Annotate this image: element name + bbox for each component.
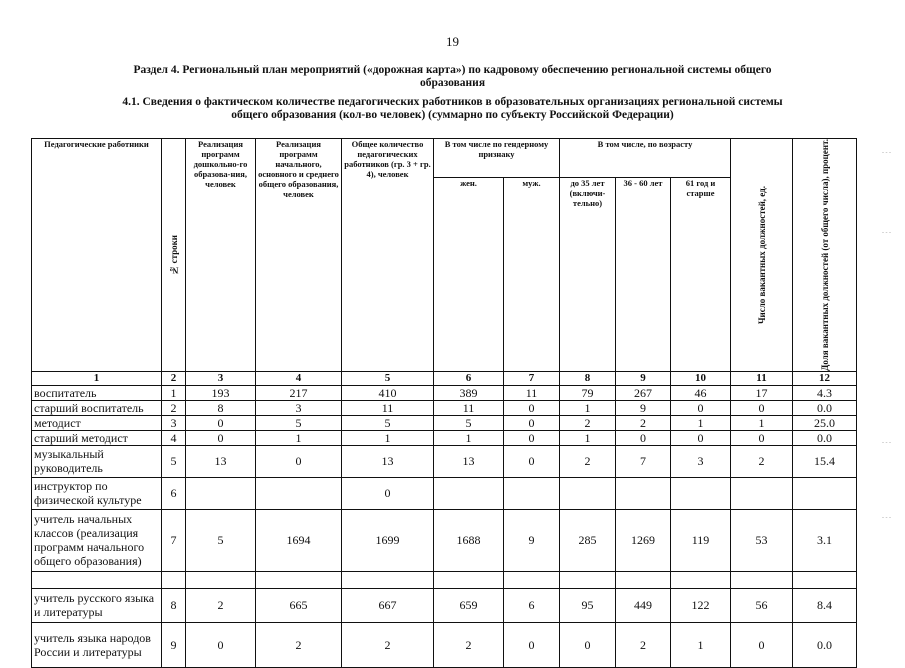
cell-under35: 1	[560, 430, 616, 445]
cell-vacant-share: 0.0	[793, 622, 857, 667]
table-row	[32, 430, 857, 445]
cell-vacant: 53	[731, 509, 793, 571]
cell-vacant: 0	[731, 400, 793, 415]
cell-36-60: 1269	[616, 509, 671, 571]
cell-line-number: 3	[162, 415, 186, 430]
cell-vacant-share: 15.4	[793, 445, 857, 477]
cell-preschool: 0	[186, 622, 256, 667]
spacer-cell	[616, 571, 671, 588]
margin-scan-mark: - - -	[882, 230, 891, 236]
cell-under35	[560, 477, 616, 509]
cell-under35: 0	[560, 622, 616, 667]
cell-vacant: 2	[731, 445, 793, 477]
cell-over61: 1	[671, 622, 731, 667]
page-number: 19	[446, 34, 459, 49]
cell-total: 11	[342, 400, 434, 415]
cell-line-number: 8	[162, 588, 186, 622]
column-number: 5	[342, 371, 434, 385]
cell-staff-name: учитель русского языка и литературы	[32, 588, 162, 622]
table-row	[32, 445, 857, 477]
cell-male: 11	[504, 385, 560, 400]
cell-36-60: 0	[616, 430, 671, 445]
section-title	[40, 64, 865, 90]
cell-under35: 285	[560, 509, 616, 571]
spacer-cell	[731, 571, 793, 588]
cell-preschool: 8	[186, 400, 256, 415]
header-preschool: Реализация программ дошкольно-го образова-ния, человек	[186, 139, 256, 372]
cell-female: 5	[434, 415, 504, 430]
header-female: жен.	[434, 177, 504, 371]
column-number: 8	[560, 371, 616, 385]
cell-over61: 122	[671, 588, 731, 622]
cell-male: 9	[504, 509, 560, 571]
cell-staff-name: инструктор по физической культуре	[32, 477, 162, 509]
cell-preschool: 0	[186, 430, 256, 445]
column-number: 4	[256, 371, 342, 385]
cell-male: 0	[504, 415, 560, 430]
cell-under35: 1	[560, 400, 616, 415]
cell-vacant-share: 0.0	[793, 400, 857, 415]
cell-over61: 119	[671, 509, 731, 571]
margin-scan-mark: - - -	[882, 440, 891, 446]
column-number: 1	[32, 371, 162, 385]
cell-general: 217	[256, 385, 342, 400]
cell-36-60: 449	[616, 588, 671, 622]
cell-36-60: 267	[616, 385, 671, 400]
cell-general: 5	[256, 415, 342, 430]
cell-female: 1	[434, 430, 504, 445]
cell-vacant: 17	[731, 385, 793, 400]
cell-female	[434, 477, 504, 509]
cell-female: 659	[434, 588, 504, 622]
cell-staff-name: учитель начальных классов (реализация программ начального общего образования)	[32, 509, 162, 571]
column-number-row	[32, 371, 857, 385]
spacer-cell	[256, 571, 342, 588]
cell-general: 0	[256, 445, 342, 477]
header-line-number-text: № строки	[168, 234, 179, 276]
subsection-title-line2: общего образования (кол-во человек) (суммарно по субъекту Российской Федерации)	[231, 109, 674, 121]
margin-scan-mark: - - -	[882, 150, 891, 156]
column-number: 9	[616, 371, 671, 385]
table-body	[32, 385, 857, 667]
cell-male	[504, 477, 560, 509]
subsection-title-line1: 4.1. Сведения о фактическом количестве педагогических работников в образовательных организациях региональной системы	[122, 96, 783, 108]
cell-general: 2	[256, 622, 342, 667]
cell-vacant-share: 25.0	[793, 415, 857, 430]
cell-staff-name: учитель языка народов России и литературы	[32, 622, 162, 667]
cell-line-number: 4	[162, 430, 186, 445]
cell-vacant-share: 8.4	[793, 588, 857, 622]
cell-over61: 3	[671, 445, 731, 477]
cell-line-number: 1	[162, 385, 186, 400]
cell-preschool: 193	[186, 385, 256, 400]
cell-total: 1	[342, 430, 434, 445]
cell-staff-name: старший методист	[32, 430, 162, 445]
cell-preschool	[186, 477, 256, 509]
cell-female: 2	[434, 622, 504, 667]
header-vacant	[731, 139, 793, 372]
header-36-60: 36 - 60 лет	[616, 177, 671, 371]
cell-over61: 0	[671, 400, 731, 415]
cell-total: 667	[342, 588, 434, 622]
cell-vacant: 0	[731, 622, 793, 667]
column-number: 11	[731, 371, 793, 385]
cell-36-60	[616, 477, 671, 509]
margin-scan-mark: - - -	[882, 515, 891, 521]
cell-vacant: 56	[731, 588, 793, 622]
cell-under35: 79	[560, 385, 616, 400]
cell-line-number: 9	[162, 622, 186, 667]
cell-staff-name: воспитатель	[32, 385, 162, 400]
cell-total: 2	[342, 622, 434, 667]
cell-preschool: 13	[186, 445, 256, 477]
header-over61: 61 год и старше	[671, 177, 731, 371]
staff-table	[31, 138, 857, 668]
table-row	[32, 622, 857, 667]
cell-preschool: 2	[186, 588, 256, 622]
section-title-line2: образования	[419, 77, 486, 89]
cell-over61: 1	[671, 415, 731, 430]
cell-male: 6	[504, 588, 560, 622]
cell-general: 1694	[256, 509, 342, 571]
cell-total: 410	[342, 385, 434, 400]
cell-male: 0	[504, 400, 560, 415]
cell-line-number: 7	[162, 509, 186, 571]
cell-female: 1688	[434, 509, 504, 571]
spacer-cell	[162, 571, 186, 588]
table-row	[32, 400, 857, 415]
cell-vacant-share: 4.3	[793, 385, 857, 400]
column-number: 2	[162, 371, 186, 385]
cell-female: 13	[434, 445, 504, 477]
cell-36-60: 2	[616, 622, 671, 667]
header-vacant-share-text: Доля вакантных должностей (от общего числа), процент.	[819, 139, 830, 371]
cell-over61: 46	[671, 385, 731, 400]
cell-total: 5	[342, 415, 434, 430]
header-vacant-text: Число вакантных должностей, ед.	[756, 185, 767, 324]
spacer-cell	[793, 571, 857, 588]
cell-under35: 95	[560, 588, 616, 622]
header-gender-group: В том числе по гендерному признаку	[434, 139, 560, 178]
cell-vacant	[731, 477, 793, 509]
cell-female: 389	[434, 385, 504, 400]
spacer-cell	[671, 571, 731, 588]
cell-36-60: 7	[616, 445, 671, 477]
cell-vacant-share: 3.1	[793, 509, 857, 571]
table-row	[32, 477, 857, 509]
column-number: 12	[793, 371, 857, 385]
cell-general: 1	[256, 430, 342, 445]
cell-36-60: 9	[616, 400, 671, 415]
spacer-cell	[186, 571, 256, 588]
header-age-group: В том числе, по возрасту	[560, 139, 731, 178]
cell-line-number: 5	[162, 445, 186, 477]
cell-vacant: 1	[731, 415, 793, 430]
cell-line-number: 2	[162, 400, 186, 415]
spacer-cell	[32, 571, 162, 588]
cell-staff-name: старший воспитатель	[32, 400, 162, 415]
table-spacer-row	[32, 571, 857, 588]
column-number: 6	[434, 371, 504, 385]
table-row	[32, 385, 857, 400]
cell-staff-name: методист	[32, 415, 162, 430]
table-row	[32, 588, 857, 622]
cell-vacant-share: 0.0	[793, 430, 857, 445]
header-staff: Педагогические работники	[32, 139, 162, 372]
cell-vacant-share	[793, 477, 857, 509]
cell-preschool: 5	[186, 509, 256, 571]
header-line-number	[162, 139, 186, 372]
cell-general	[256, 477, 342, 509]
spacer-cell	[342, 571, 434, 588]
cell-under35: 2	[560, 415, 616, 430]
header-under35: до 35 лет (включи-тельно)	[560, 177, 616, 371]
cell-preschool: 0	[186, 415, 256, 430]
cell-line-number: 6	[162, 477, 186, 509]
header-total: Общее количество педагогических работников (гр. 3 + гр. 4), человек	[342, 139, 434, 372]
cell-male: 0	[504, 622, 560, 667]
cell-male: 0	[504, 445, 560, 477]
spacer-cell	[560, 571, 616, 588]
column-number: 7	[504, 371, 560, 385]
spacer-cell	[434, 571, 504, 588]
subsection-title	[40, 96, 865, 122]
cell-male: 0	[504, 430, 560, 445]
header-vacant-share	[793, 139, 857, 372]
section-title-line1: Раздел 4. Региональный план мероприятий («дорожная карта») по кадровому обеспечению региональной системы общего	[133, 64, 772, 76]
cell-vacant: 0	[731, 430, 793, 445]
cell-general: 3	[256, 400, 342, 415]
column-number: 3	[186, 371, 256, 385]
cell-total: 1699	[342, 509, 434, 571]
column-number: 10	[671, 371, 731, 385]
table-row	[32, 415, 857, 430]
cell-total: 0	[342, 477, 434, 509]
table-row	[32, 509, 857, 571]
header-male: муж.	[504, 177, 560, 371]
cell-36-60: 2	[616, 415, 671, 430]
cell-total: 13	[342, 445, 434, 477]
cell-staff-name: музыкальный руководитель	[32, 445, 162, 477]
cell-general: 665	[256, 588, 342, 622]
cell-female: 11	[434, 400, 504, 415]
cell-over61: 0	[671, 430, 731, 445]
cell-under35: 2	[560, 445, 616, 477]
header-general: Реализация программ начального, основного и среднего общего образования, человек	[256, 139, 342, 372]
cell-over61	[671, 477, 731, 509]
spacer-cell	[504, 571, 560, 588]
